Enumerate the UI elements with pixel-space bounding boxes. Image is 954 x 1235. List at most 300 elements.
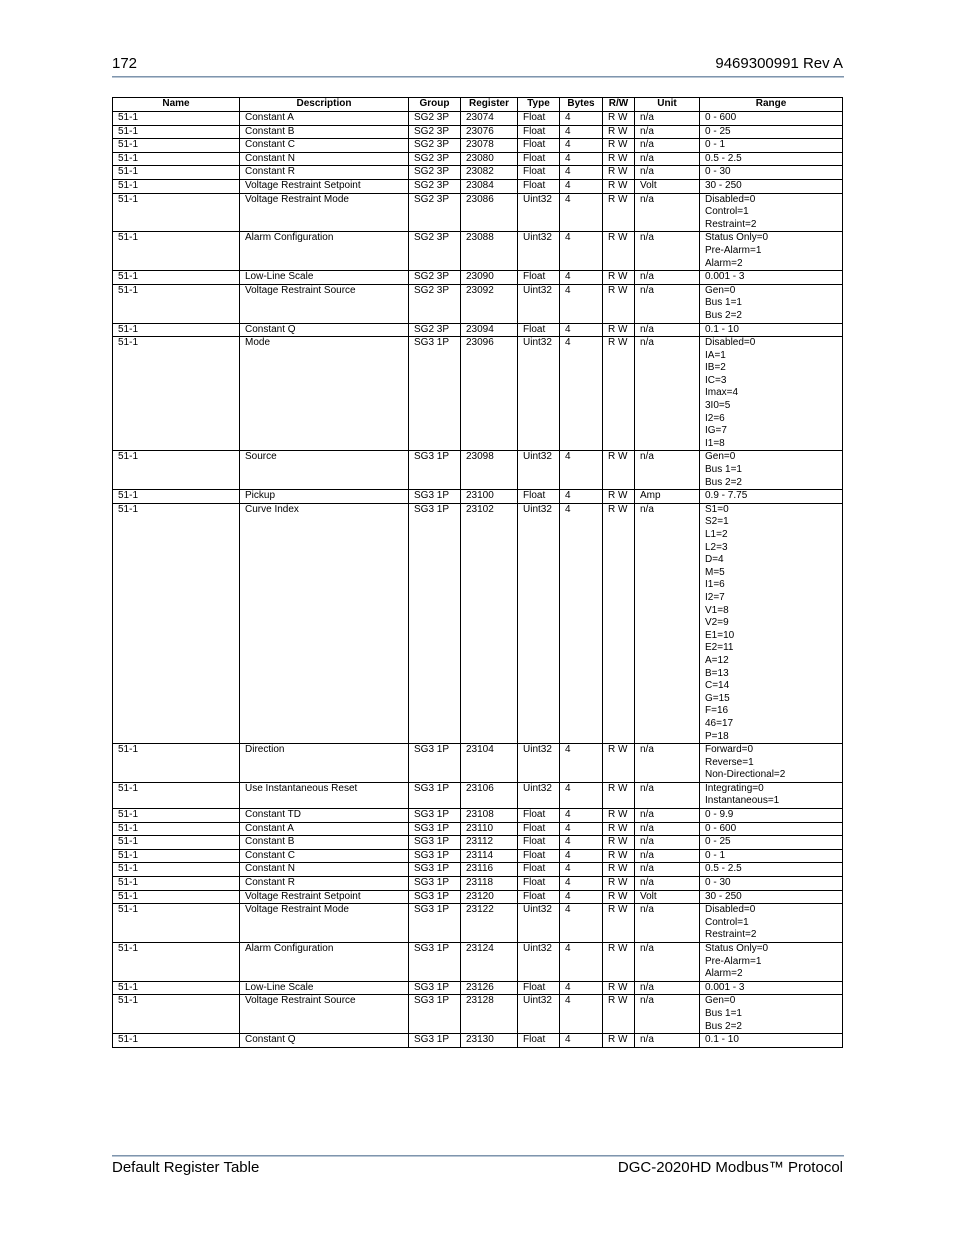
cell-register: 23082 <box>461 166 518 180</box>
cell-rw: R W <box>603 744 635 783</box>
cell-group: SG3 1P <box>409 782 461 808</box>
cell-range: 30 - 250 <box>700 179 843 193</box>
cell-rw: R W <box>603 125 635 139</box>
cell-type: Uint32 <box>518 284 560 323</box>
table-row <box>113 152 843 166</box>
cell-bytes: 4 <box>560 943 603 982</box>
cell-rw: R W <box>603 337 635 451</box>
cell-group: SG3 1P <box>409 451 461 490</box>
cell-rw: R W <box>603 981 635 995</box>
cell-name: 51-1 <box>113 1034 240 1048</box>
cell-register: 23098 <box>461 451 518 490</box>
cell-unit: n/a <box>635 451 700 490</box>
cell-group: SG2 3P <box>409 232 461 271</box>
cell-unit: n/a <box>635 323 700 337</box>
cell-description: Voltage Restraint Setpoint <box>240 179 409 193</box>
cell-rw: R W <box>603 849 635 863</box>
cell-group: SG2 3P <box>409 166 461 180</box>
cell-unit: Volt <box>635 890 700 904</box>
table-body <box>113 112 843 1048</box>
cell-unit: n/a <box>635 822 700 836</box>
cell-name: 51-1 <box>113 112 240 126</box>
cell-rw: R W <box>603 1034 635 1048</box>
cell-register: 23092 <box>461 284 518 323</box>
cell-group: SG3 1P <box>409 849 461 863</box>
cell-type: Float <box>518 890 560 904</box>
document-number: 9469300991 Rev A <box>715 55 843 72</box>
cell-range: 0 - 25 <box>700 836 843 850</box>
cell-rw: R W <box>603 863 635 877</box>
cell-register: 23088 <box>461 232 518 271</box>
cell-unit: n/a <box>635 271 700 285</box>
cell-name: 51-1 <box>113 166 240 180</box>
cell-range: 0 - 1 <box>700 849 843 863</box>
cell-group: SG3 1P <box>409 836 461 850</box>
cell-type: Float <box>518 849 560 863</box>
cell-bytes: 4 <box>560 744 603 783</box>
cell-name: 51-1 <box>113 849 240 863</box>
cell-description: Constant B <box>240 125 409 139</box>
cell-register: 23078 <box>461 139 518 153</box>
cell-description: Curve Index <box>240 503 409 743</box>
cell-unit: n/a <box>635 284 700 323</box>
cell-type: Float <box>518 125 560 139</box>
cell-unit: n/a <box>635 166 700 180</box>
cell-unit: n/a <box>635 943 700 982</box>
cell-range: 0.5 - 2.5 <box>700 863 843 877</box>
cell-unit: n/a <box>635 995 700 1034</box>
table-row <box>113 503 843 743</box>
cell-rw: R W <box>603 782 635 808</box>
cell-unit: n/a <box>635 849 700 863</box>
table-row <box>113 782 843 808</box>
cell-name: 51-1 <box>113 782 240 808</box>
cell-unit: Amp <box>635 490 700 504</box>
table-header-row <box>113 98 843 112</box>
cell-unit: n/a <box>635 863 700 877</box>
cell-description: Use Instantaneous Reset <box>240 782 409 808</box>
cell-range: Status Only=0 Pre-Alarm=1 Alarm=2 <box>700 943 843 982</box>
cell-description: Constant Q <box>240 323 409 337</box>
cell-description: Source <box>240 451 409 490</box>
table-row <box>113 323 843 337</box>
cell-bytes: 4 <box>560 809 603 823</box>
cell-bytes: 4 <box>560 139 603 153</box>
table-row <box>113 877 843 891</box>
cell-range: Disabled=0 IA=1 IB=2 IC=3 Imax=4 3I0=5 I2=6 IG=7 I1=8 <box>700 337 843 451</box>
cell-bytes: 4 <box>560 112 603 126</box>
column-header-unit: Unit <box>635 98 700 112</box>
table-row <box>113 179 843 193</box>
cell-register: 23104 <box>461 744 518 783</box>
cell-unit: Volt <box>635 179 700 193</box>
cell-rw: R W <box>603 809 635 823</box>
cell-group: SG2 3P <box>409 112 461 126</box>
cell-bytes: 4 <box>560 337 603 451</box>
cell-type: Float <box>518 863 560 877</box>
cell-name: 51-1 <box>113 152 240 166</box>
cell-unit: n/a <box>635 809 700 823</box>
cell-register: 23130 <box>461 1034 518 1048</box>
cell-description: Mode <box>240 337 409 451</box>
cell-unit: n/a <box>635 782 700 808</box>
cell-type: Float <box>518 877 560 891</box>
cell-group: SG2 3P <box>409 125 461 139</box>
table-row <box>113 744 843 783</box>
cell-type: Float <box>518 179 560 193</box>
table-row <box>113 139 843 153</box>
cell-register: 23100 <box>461 490 518 504</box>
table-row <box>113 193 843 232</box>
cell-description: Voltage Restraint Source <box>240 284 409 323</box>
cell-bytes: 4 <box>560 995 603 1034</box>
cell-range: 0.9 - 7.75 <box>700 490 843 504</box>
header-rule <box>112 76 844 78</box>
cell-unit: n/a <box>635 112 700 126</box>
cell-register: 23122 <box>461 904 518 943</box>
cell-group: SG3 1P <box>409 995 461 1034</box>
cell-range: 0 - 600 <box>700 112 843 126</box>
cell-unit: n/a <box>635 744 700 783</box>
cell-name: 51-1 <box>113 139 240 153</box>
cell-group: SG3 1P <box>409 863 461 877</box>
cell-description: Voltage Restraint Mode <box>240 193 409 232</box>
cell-unit: n/a <box>635 193 700 232</box>
cell-bytes: 4 <box>560 125 603 139</box>
cell-rw: R W <box>603 904 635 943</box>
cell-range: Gen=0 Bus 1=1 Bus 2=2 <box>700 451 843 490</box>
cell-description: Pickup <box>240 490 409 504</box>
cell-rw: R W <box>603 995 635 1034</box>
cell-rw: R W <box>603 271 635 285</box>
document-title: DGC-2020HD Modbus™ Protocol <box>617 1159 843 1176</box>
cell-name: 51-1 <box>113 323 240 337</box>
table-row <box>113 232 843 271</box>
cell-group: SG3 1P <box>409 981 461 995</box>
cell-unit: n/a <box>635 503 700 743</box>
cell-range: 0 - 1 <box>700 139 843 153</box>
page-header <box>112 55 843 75</box>
cell-type: Uint32 <box>518 451 560 490</box>
cell-group: SG3 1P <box>409 890 461 904</box>
cell-group: SG3 1P <box>409 337 461 451</box>
cell-name: 51-1 <box>113 995 240 1034</box>
cell-name: 51-1 <box>113 503 240 743</box>
cell-description: Constant N <box>240 152 409 166</box>
cell-bytes: 4 <box>560 981 603 995</box>
cell-description: Low-Line Scale <box>240 271 409 285</box>
cell-name: 51-1 <box>113 809 240 823</box>
cell-register: 23120 <box>461 890 518 904</box>
cell-register: 23110 <box>461 822 518 836</box>
cell-type: Float <box>518 1034 560 1048</box>
cell-rw: R W <box>603 943 635 982</box>
cell-bytes: 4 <box>560 836 603 850</box>
cell-range: 0.5 - 2.5 <box>700 152 843 166</box>
cell-description: Constant Q <box>240 1034 409 1048</box>
cell-name: 51-1 <box>113 490 240 504</box>
cell-description: Voltage Restraint Mode <box>240 904 409 943</box>
table-row <box>113 490 843 504</box>
cell-name: 51-1 <box>113 232 240 271</box>
cell-range: Gen=0 Bus 1=1 Bus 2=2 <box>700 284 843 323</box>
cell-range: 0 - 30 <box>700 877 843 891</box>
cell-bytes: 4 <box>560 271 603 285</box>
cell-register: 23128 <box>461 995 518 1034</box>
cell-group: SG3 1P <box>409 822 461 836</box>
table-row <box>113 337 843 451</box>
table-row <box>113 125 843 139</box>
cell-rw: R W <box>603 112 635 126</box>
cell-type: Uint32 <box>518 232 560 271</box>
cell-range: 0.1 - 10 <box>700 323 843 337</box>
cell-type: Float <box>518 139 560 153</box>
cell-description: Constant R <box>240 877 409 891</box>
cell-rw: R W <box>603 166 635 180</box>
cell-name: 51-1 <box>113 284 240 323</box>
cell-range: Disabled=0 Control=1 Restraint=2 <box>700 193 843 232</box>
cell-rw: R W <box>603 503 635 743</box>
page-footer <box>112 1159 843 1179</box>
cell-rw: R W <box>603 890 635 904</box>
table-row <box>113 822 843 836</box>
cell-unit: n/a <box>635 139 700 153</box>
table-row <box>113 271 843 285</box>
cell-register: 23080 <box>461 152 518 166</box>
cell-group: SG2 3P <box>409 179 461 193</box>
cell-bytes: 4 <box>560 904 603 943</box>
cell-name: 51-1 <box>113 271 240 285</box>
cell-bytes: 4 <box>560 503 603 743</box>
table-row <box>113 849 843 863</box>
cell-unit: n/a <box>635 232 700 271</box>
column-header-type: Type <box>518 98 560 112</box>
cell-rw: R W <box>603 193 635 232</box>
table-row <box>113 943 843 982</box>
table-row <box>113 809 843 823</box>
column-header-description: Description <box>240 98 409 112</box>
cell-type: Float <box>518 271 560 285</box>
cell-bytes: 4 <box>560 1034 603 1048</box>
cell-register: 23102 <box>461 503 518 743</box>
cell-group: SG3 1P <box>409 877 461 891</box>
cell-description: Constant A <box>240 822 409 836</box>
cell-unit: n/a <box>635 1034 700 1048</box>
cell-range: Status Only=0 Pre-Alarm=1 Alarm=2 <box>700 232 843 271</box>
cell-unit: n/a <box>635 836 700 850</box>
cell-rw: R W <box>603 877 635 891</box>
cell-group: SG2 3P <box>409 323 461 337</box>
cell-name: 51-1 <box>113 943 240 982</box>
cell-bytes: 4 <box>560 863 603 877</box>
cell-rw: R W <box>603 451 635 490</box>
cell-name: 51-1 <box>113 904 240 943</box>
cell-range: 30 - 250 <box>700 890 843 904</box>
cell-description: Voltage Restraint Setpoint <box>240 890 409 904</box>
cell-description: Low-Line Scale <box>240 981 409 995</box>
cell-rw: R W <box>603 179 635 193</box>
table-row <box>113 112 843 126</box>
cell-description: Constant C <box>240 849 409 863</box>
cell-description: Constant N <box>240 863 409 877</box>
table-row <box>113 166 843 180</box>
cell-range: 0 - 25 <box>700 125 843 139</box>
cell-register: 23094 <box>461 323 518 337</box>
cell-unit: n/a <box>635 904 700 943</box>
table-row <box>113 863 843 877</box>
cell-group: SG3 1P <box>409 744 461 783</box>
table-row <box>113 1034 843 1048</box>
cell-type: Float <box>518 152 560 166</box>
cell-bytes: 4 <box>560 166 603 180</box>
cell-name: 51-1 <box>113 337 240 451</box>
cell-rw: R W <box>603 822 635 836</box>
cell-rw: R W <box>603 152 635 166</box>
cell-name: 51-1 <box>113 125 240 139</box>
cell-type: Float <box>518 836 560 850</box>
cell-range: Gen=0 Bus 1=1 Bus 2=2 <box>700 995 843 1034</box>
cell-name: 51-1 <box>113 451 240 490</box>
cell-name: 51-1 <box>113 836 240 850</box>
cell-name: 51-1 <box>113 193 240 232</box>
cell-bytes: 4 <box>560 179 603 193</box>
footer-rule <box>112 1155 844 1157</box>
cell-range: 0 - 9.9 <box>700 809 843 823</box>
column-header-range: Range <box>700 98 843 112</box>
cell-description: Constant B <box>240 836 409 850</box>
column-header-bytes: Bytes <box>560 98 603 112</box>
cell-register: 23116 <box>461 863 518 877</box>
cell-range: Disabled=0 Control=1 Restraint=2 <box>700 904 843 943</box>
cell-register: 23076 <box>461 125 518 139</box>
register-table <box>112 97 843 1048</box>
cell-register: 23114 <box>461 849 518 863</box>
cell-group: SG3 1P <box>409 503 461 743</box>
cell-name: 51-1 <box>113 744 240 783</box>
cell-register: 23118 <box>461 877 518 891</box>
cell-type: Float <box>518 490 560 504</box>
cell-description: Direction <box>240 744 409 783</box>
cell-register: 23108 <box>461 809 518 823</box>
cell-group: SG2 3P <box>409 271 461 285</box>
cell-bytes: 4 <box>560 232 603 271</box>
cell-type: Uint32 <box>518 193 560 232</box>
column-header-group: Group <box>409 98 461 112</box>
cell-description: Constant R <box>240 166 409 180</box>
cell-type: Float <box>518 981 560 995</box>
cell-register: 23090 <box>461 271 518 285</box>
cell-register: 23084 <box>461 179 518 193</box>
table-row <box>113 890 843 904</box>
cell-name: 51-1 <box>113 981 240 995</box>
cell-group: SG2 3P <box>409 139 461 153</box>
cell-register: 23086 <box>461 193 518 232</box>
cell-group: SG3 1P <box>409 904 461 943</box>
cell-register: 23106 <box>461 782 518 808</box>
cell-bytes: 4 <box>560 490 603 504</box>
cell-description: Constant TD <box>240 809 409 823</box>
cell-rw: R W <box>603 836 635 850</box>
cell-range: 0.001 - 3 <box>700 981 843 995</box>
cell-range: Forward=0 Reverse=1 Non-Directional=2 <box>700 744 843 783</box>
cell-bytes: 4 <box>560 782 603 808</box>
cell-type: Float <box>518 809 560 823</box>
cell-name: 51-1 <box>113 877 240 891</box>
cell-range: S1=0 S2=1 L1=2 L2=3 D=4 M=5 I1=6 I2=7 V1=8 V2=9 E1=10 E2=11 A=12 B=13 C=14 G=15 F=16 46=17 P=18 <box>700 503 843 743</box>
cell-bytes: 4 <box>560 849 603 863</box>
page-number: 172 <box>112 55 138 72</box>
cell-description: Alarm Configuration <box>240 943 409 982</box>
cell-group: SG3 1P <box>409 943 461 982</box>
cell-bytes: 4 <box>560 822 603 836</box>
column-header-name: Name <box>113 98 240 112</box>
cell-range: 0.1 - 10 <box>700 1034 843 1048</box>
cell-type: Uint32 <box>518 337 560 451</box>
cell-bytes: 4 <box>560 890 603 904</box>
table-row <box>113 284 843 323</box>
cell-register: 23124 <box>461 943 518 982</box>
cell-group: SG2 3P <box>409 193 461 232</box>
column-header-rw: R/W <box>603 98 635 112</box>
cell-type: Uint32 <box>518 904 560 943</box>
cell-rw: R W <box>603 490 635 504</box>
table-row <box>113 451 843 490</box>
cell-bytes: 4 <box>560 193 603 232</box>
section-title: Default Register Table <box>112 1159 260 1176</box>
cell-bytes: 4 <box>560 877 603 891</box>
cell-name: 51-1 <box>113 179 240 193</box>
cell-bytes: 4 <box>560 284 603 323</box>
column-header-register: Register <box>461 98 518 112</box>
cell-group: SG2 3P <box>409 152 461 166</box>
cell-description: Constant A <box>240 112 409 126</box>
table-row <box>113 836 843 850</box>
cell-unit: n/a <box>635 152 700 166</box>
cell-type: Float <box>518 822 560 836</box>
cell-type: Uint32 <box>518 995 560 1034</box>
cell-unit: n/a <box>635 981 700 995</box>
cell-unit: n/a <box>635 337 700 451</box>
cell-type: Uint32 <box>518 503 560 743</box>
cell-name: 51-1 <box>113 890 240 904</box>
cell-type: Float <box>518 166 560 180</box>
table-row <box>113 904 843 943</box>
cell-name: 51-1 <box>113 822 240 836</box>
cell-description: Voltage Restraint Source <box>240 995 409 1034</box>
table-row <box>113 995 843 1034</box>
cell-bytes: 4 <box>560 451 603 490</box>
cell-range: 0.001 - 3 <box>700 271 843 285</box>
cell-rw: R W <box>603 139 635 153</box>
cell-group: SG3 1P <box>409 490 461 504</box>
cell-range: 0 - 600 <box>700 822 843 836</box>
cell-type: Float <box>518 323 560 337</box>
cell-rw: R W <box>603 284 635 323</box>
cell-description: Constant C <box>240 139 409 153</box>
cell-group: SG3 1P <box>409 1034 461 1048</box>
cell-unit: n/a <box>635 125 700 139</box>
cell-register: 23074 <box>461 112 518 126</box>
cell-register: 23096 <box>461 337 518 451</box>
cell-rw: R W <box>603 232 635 271</box>
cell-type: Uint32 <box>518 782 560 808</box>
cell-rw: R W <box>603 323 635 337</box>
cell-bytes: 4 <box>560 323 603 337</box>
cell-register: 23126 <box>461 981 518 995</box>
table-row <box>113 981 843 995</box>
cell-group: SG3 1P <box>409 809 461 823</box>
cell-type: Uint32 <box>518 744 560 783</box>
